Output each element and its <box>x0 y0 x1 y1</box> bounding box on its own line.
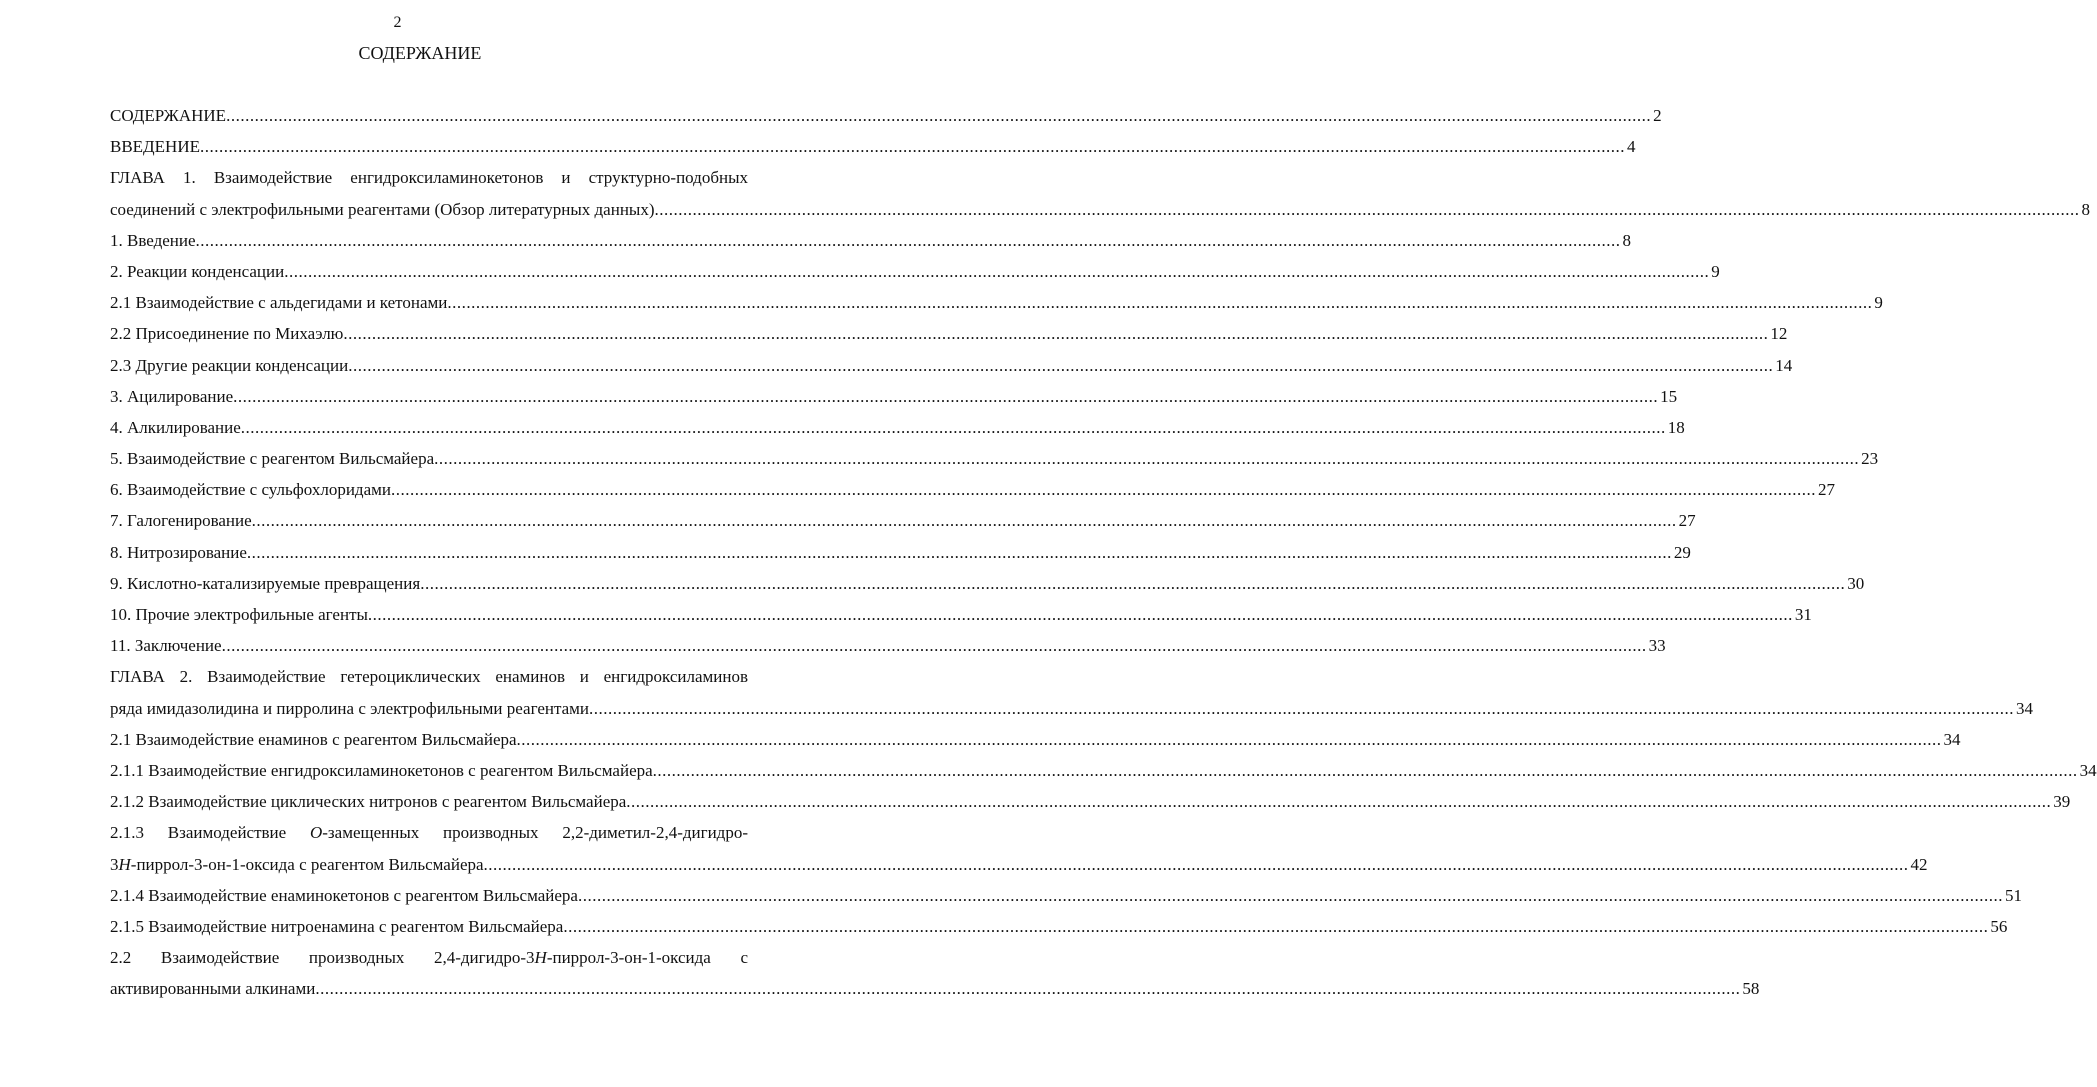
toc-page-number: 34 <box>1943 729 1961 749</box>
toc-page-number: 58 <box>1742 979 1760 999</box>
toc-entry <box>110 381 1678 412</box>
table-of-contents <box>110 100 2097 1004</box>
toc-entry-text: 2.1.2 Взаимодействие циклических нитронов с реагентом Вильсмайера <box>110 792 627 812</box>
dot-leader: ............................................................................................................................................................................................................................................................................................................ <box>246 542 1672 562</box>
toc-entry <box>110 318 1788 349</box>
toc-entry <box>110 724 1961 755</box>
toc-entry-text: 2.1.4 Взаимодействие енаминокетонов с реагентом Вильсмайера <box>110 885 578 905</box>
toc-entry-text: ВВЕДЕНИЕ <box>110 137 200 157</box>
toc-line <box>110 724 1961 755</box>
dot-leader: ............................................................................................................................................................................................................................................................................................................ <box>199 137 1625 157</box>
dot-leader: ............................................................................................................................................................................................................................................................................................................ <box>251 511 1677 531</box>
toc-entry <box>110 599 1812 630</box>
toc-page-number: 30 <box>1847 573 1865 593</box>
toc-line <box>110 942 748 973</box>
toc-entry-text: 2. Реакции конденсации <box>110 261 285 281</box>
toc-entry <box>110 100 1662 131</box>
dot-leader: ............................................................................................................................................................................................................................................................................................................ <box>343 324 1769 344</box>
toc-entry <box>110 661 2034 723</box>
toc-entry-text: ГЛАВА 1. Взаимодействие енгидроксиламинокетонов и структурно-подобных <box>110 168 748 188</box>
toc-entry-text: 10. Прочие электрофильные агенты <box>110 605 368 624</box>
toc-line <box>110 256 1720 287</box>
dot-leader: ............................................................................................................................................................................................................................................................................................................ <box>195 230 1621 250</box>
toc-entry-text: СОДЕРЖАНИЕ <box>110 106 227 125</box>
toc-entry <box>110 505 1696 536</box>
dot-leader: ............................................................................................................................................................................................................................................................................................................ <box>652 760 2078 780</box>
toc-entry-text: 2.1 Взаимодействие с альдегидами и кетонами <box>110 293 448 313</box>
dot-leader: ............................................................................................................................................................................................................................................................................................................ <box>226 106 1652 125</box>
dot-leader: ............................................................................................................................................................................................................................................................................................................ <box>284 261 1710 281</box>
toc-entry-text: 2.2 Взаимодействие производных 2,4-дигидро-3H-пиррол-3-он-1-оксида с <box>110 948 748 968</box>
toc-entry-text: 3. Ацилирование <box>110 386 234 406</box>
toc-entry-text: 1. Введение <box>110 230 196 250</box>
toc-entry-text: 2.1.1 Взаимодействие енгидроксиламинокетонов с реагентом Вильсмайера <box>110 760 653 780</box>
toc-entry-text: 8. Нитрозирование <box>110 542 247 562</box>
toc-entry <box>110 537 1691 568</box>
toc-entry-text: активированными алкинами <box>110 979 316 999</box>
toc-page-number: 14 <box>1775 355 1793 375</box>
dot-leader: ............................................................................................................................................................................................................................................................................................................ <box>654 199 2080 219</box>
toc-line <box>110 287 1883 318</box>
toc-line <box>110 162 748 193</box>
toc-page-number: 23 <box>1861 449 1879 469</box>
toc-entry <box>110 911 2008 942</box>
toc-entry <box>110 630 1666 661</box>
dot-leader: ............................................................................................................................................................................................................................................................................................................ <box>626 792 2052 812</box>
toc-entry-text: 2.1.3 Взаимодействие O-замещенных производных 2,2-диметил-2,4-дигидро- <box>110 823 748 843</box>
toc-entry <box>110 880 2022 911</box>
toc-page-number: 33 <box>1648 636 1666 656</box>
dot-leader: ............................................................................................................................................................................................................................................................................................................ <box>563 916 1989 936</box>
toc-entry <box>110 162 2091 224</box>
toc-page-number: 8 <box>2081 199 2091 219</box>
toc-line <box>110 350 1793 381</box>
toc-page-number: 9 <box>1874 293 1883 313</box>
dot-leader: ............................................................................................................................................................................................................................................................................................................ <box>483 854 1909 874</box>
dot-leader: ............................................................................................................................................................................................................................................................................................................ <box>221 636 1647 656</box>
toc-page-number: 51 <box>2004 885 2022 905</box>
toc-entry-text: 3H-пиррол-3-он-1-оксида с реагентом Вильсмайера <box>110 854 484 874</box>
toc-page-number: 8 <box>1622 230 1632 250</box>
toc-line <box>110 661 748 692</box>
toc-page-number: 29 <box>1673 542 1691 562</box>
toc-line <box>110 817 748 848</box>
toc-entry <box>110 225 1632 256</box>
dot-leader: ............................................................................................................................................................................................................................................................................................................ <box>233 386 1659 406</box>
dot-leader: ............................................................................................................................................................................................................................................................................................................ <box>577 885 2003 905</box>
toc-line <box>110 412 1685 443</box>
toc-line <box>110 131 1636 162</box>
toc-entry <box>110 350 1793 381</box>
dot-leader: ............................................................................................................................................................................................................................................................................................................ <box>390 480 1816 500</box>
toc-entry <box>110 256 1720 287</box>
toc-entry-text: 5. Взаимодействие с реагентом Вильсмайера <box>110 449 435 469</box>
toc-entry <box>110 131 1636 162</box>
toc-entry <box>110 817 1928 879</box>
dot-leader: ............................................................................................................................................................................................................................................................................................................ <box>240 417 1666 437</box>
dot-leader: ............................................................................................................................................................................................................................................................................................................ <box>315 979 1741 999</box>
toc-page-number: 31 <box>1794 605 1812 624</box>
dot-leader: ............................................................................................................................................................................................................................................................................................................ <box>367 605 1793 624</box>
dot-leader: ............................................................................................................................................................................................................................................................................................................ <box>434 449 1860 469</box>
dot-leader: ............................................................................................................................................................................................................................................................................................................ <box>420 573 1846 593</box>
toc-line <box>110 225 1632 256</box>
toc-page-number: 39 <box>2053 792 2071 812</box>
toc-page-number: 12 <box>1770 324 1788 344</box>
toc-entry-text: 11. Заключение <box>110 636 222 656</box>
dot-leader: ............................................................................................................................................................................................................................................................................................................ <box>589 698 2015 718</box>
toc-line <box>110 599 1812 630</box>
toc-entry-text: 2.3 Другие реакции конденсации <box>110 355 349 375</box>
toc-line <box>110 880 2022 911</box>
toc-line <box>110 474 1835 505</box>
page-number: 2 <box>393 14 402 31</box>
toc-entry-text: ГЛАВА 2. Взаимодействие гетероциклических енаминов и енгидроксиламинов <box>110 667 748 687</box>
toc-page-number: 4 <box>1626 137 1636 157</box>
toc-page-number: 18 <box>1667 417 1685 437</box>
toc-line <box>110 100 1662 131</box>
toc-line <box>110 194 2091 225</box>
toc-entry-text: 6. Взаимодействие с сульфохлоридами <box>110 480 391 500</box>
toc-line <box>110 381 1678 412</box>
toc-page-number: 9 <box>1711 261 1720 281</box>
toc-entry-text: 7. Галогенирование <box>110 511 252 531</box>
toc-line <box>110 849 1928 880</box>
toc-line <box>110 693 2034 724</box>
toc-line <box>110 443 1879 474</box>
toc-entry <box>110 412 1685 443</box>
toc-line <box>110 318 1788 349</box>
toc-entry-text: ряда имидазолидина и пирролина с электрофильными реагентами <box>110 698 590 718</box>
toc-entry <box>110 443 1879 474</box>
toc-entry <box>110 474 1835 505</box>
toc-entry-text: 2.1.5 Взаимодействие нитроенамина с реагентом Вильсмайера <box>110 916 564 936</box>
dot-leader: ............................................................................................................................................................................................................................................................................................................ <box>516 729 1942 749</box>
toc-entry-text: 2.2 Присоединение по Михаэлю <box>110 324 344 344</box>
toc-entry-text: соединений с электрофильными реагентами (Обзор литературных данных) <box>110 199 655 219</box>
toc-page-number: 27 <box>1817 480 1835 500</box>
toc-page-number: 34 <box>2079 760 2097 780</box>
toc-entry <box>110 287 1883 318</box>
toc-line <box>110 911 2008 942</box>
toc-line <box>110 537 1691 568</box>
toc-entry <box>110 568 1865 599</box>
toc-line <box>110 755 2097 786</box>
toc-line <box>110 505 1696 536</box>
toc-entry <box>110 942 1760 1004</box>
toc-page-number: 15 <box>1660 386 1678 406</box>
toc-entry-text: 4. Алкилирование <box>110 417 241 437</box>
toc-page-number: 56 <box>1990 916 2008 936</box>
toc-line <box>110 630 1666 661</box>
toc-line <box>110 568 1865 599</box>
toc-page-number: 2 <box>1653 106 1662 125</box>
page-title: СОДЕРЖАНИЕ <box>358 43 482 63</box>
toc-page-number: 27 <box>1678 511 1696 531</box>
toc-entry <box>110 786 2071 817</box>
toc-line <box>110 786 2071 817</box>
toc-line <box>110 973 1760 1004</box>
toc-page-number: 42 <box>1910 854 1928 874</box>
dot-leader: ............................................................................................................................................................................................................................................................................................................ <box>348 355 1774 375</box>
toc-entry-text: 9. Кислотно-катализируемые превращения <box>110 573 421 593</box>
dot-leader: ............................................................................................................................................................................................................................................................................................................ <box>447 293 1873 313</box>
toc-page-number: 34 <box>2016 698 2034 718</box>
toc-entry-text: 2.1 Взаимодействие енаминов с реагентом Вильсмайера <box>110 729 517 749</box>
toc-entry <box>110 755 2097 786</box>
